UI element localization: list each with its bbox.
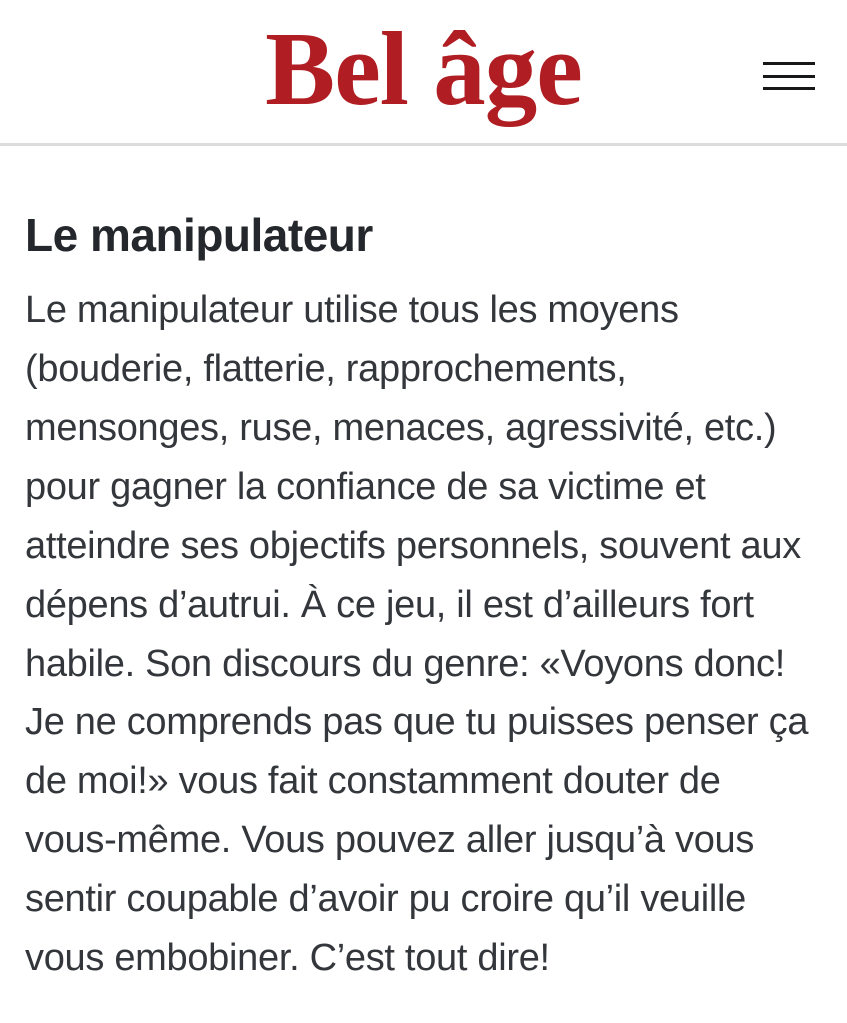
article-body-paragraph: Le manipulateur utilise tous les moyens (bouderie, flatterie, rapprochements, mensonges, ruse, menaces, agressivité, etc.) pour gagner la confiance de sa victime et atteindre ses objectifs personnels, souvent aux dépens d’autrui. À ce jeu, il est d’ailleurs fort habile. Son discours du genre: «Voyons donc! Je ne comprends pas que tu puisses penser ça de moi!» vous fait constamment douter de vous-même. Vous pouvez aller jusqu’à vous sentir coupable d’avoir pu croire qu’il veuille vous embobiner. C’est tout dire! (25, 289, 809, 979)
hamburger-icon (763, 75, 815, 78)
article-content (0, 208, 847, 988)
site-header (0, 0, 847, 146)
hamburger-icon (763, 62, 815, 65)
article-title: Le manipulateur (25, 209, 373, 261)
hamburger-menu-button[interactable] (763, 60, 815, 92)
site-logo[interactable]: Bel âge (265, 10, 582, 127)
hamburger-icon (763, 87, 815, 90)
